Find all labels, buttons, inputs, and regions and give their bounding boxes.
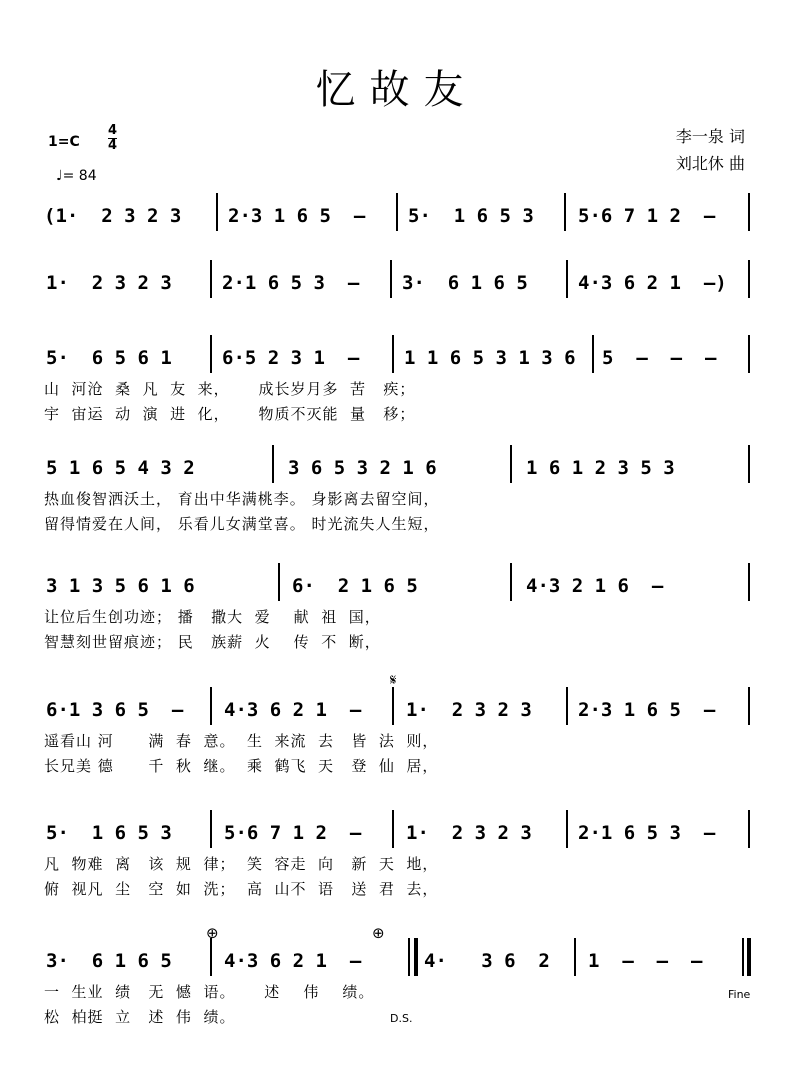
measure: 2·3 1 6 5 – [228, 205, 366, 227]
composer-credit: 刘北休 曲 [675, 154, 745, 173]
notes-line [44, 270, 754, 296]
measure: 1 – – – [588, 950, 703, 972]
segno-sign: 𝄋 [390, 671, 397, 689]
barline [748, 563, 750, 601]
key-signature: 1=C [48, 134, 80, 150]
lyric-verse-2: 留得情爱在人间， 乐看儿女满堂喜。 时光流失人生短， [44, 515, 440, 533]
barline [748, 687, 750, 725]
barline [210, 938, 212, 976]
measure: 2·1 6 5 3 – [222, 272, 360, 294]
measure: 3 6 5 3 2 1 6 [288, 457, 437, 479]
lyric-verse-1: 一 生业 绩 无 憾 语。 述 伟 绩。 [44, 983, 375, 1001]
notes-line [44, 345, 754, 371]
barline [390, 260, 392, 298]
measure: 1· 2 3 2 3 [406, 699, 532, 721]
lyric-verse-1: 凡 物难 离 该 规 律； 笑 容走 向 新 天 地， [44, 855, 439, 873]
measure: 2·3 1 6 5 – [578, 699, 716, 721]
measure: 5·6 7 1 2 – [224, 822, 362, 844]
fine-marking: Fine [728, 988, 751, 1001]
barline [210, 335, 212, 373]
measure: 6·5 2 3 1 – [222, 347, 360, 369]
measure: 1 6 1 2 3 5 3 [526, 457, 675, 479]
measure: 5· 1 6 5 3 [46, 822, 172, 844]
measure: 3· 6 1 6 5 [402, 272, 528, 294]
measure: 5 1 6 5 4 3 2 [46, 457, 195, 479]
barline [408, 938, 410, 976]
measure: 1 1 6 5 3 1 3 6 [404, 347, 576, 369]
barline [216, 193, 218, 231]
measure: 5·6 7 1 2 – [578, 205, 716, 227]
song-title: 忆故友 [315, 67, 478, 113]
lyricist-credit: 李一泉 词 [675, 127, 745, 146]
lyric-verse-2: 松 柏挺 立 述 伟 绩。 [44, 1008, 236, 1026]
measure: (1· 2 3 2 3 [44, 205, 182, 227]
barline [566, 260, 568, 298]
time-signature [108, 124, 117, 153]
measure: 6· 2 1 6 5 [292, 575, 418, 597]
barline [748, 445, 750, 483]
measure: 2·1 6 5 3 – [578, 822, 716, 844]
barline [278, 563, 280, 601]
measure: 1· 2 3 2 3 [46, 272, 172, 294]
barline [510, 445, 512, 483]
measure: 4·3 2 1 6 – [526, 575, 664, 597]
barline [396, 193, 398, 231]
notes-line [44, 203, 754, 229]
coda-sign: ⊕ [372, 924, 385, 942]
lyric-verse-2: 长兄美 德 千 秋 继。 乘 鹤飞 天 登 仙 居， [44, 757, 439, 775]
measure: 3· 6 1 6 5 [46, 950, 172, 972]
measure: 4·3 6 2 1 – [224, 699, 362, 721]
barline [748, 810, 750, 848]
notes-line [44, 455, 754, 481]
notes-line [44, 820, 754, 846]
tempo-marking: ♩= 84 [56, 168, 97, 184]
barline [210, 260, 212, 298]
barline [564, 193, 566, 231]
notes-line [44, 948, 754, 974]
barline [392, 335, 394, 373]
barline [210, 687, 212, 725]
measure: 4· 3 6 2 [424, 950, 550, 972]
measure: 3 1 3 5 6 1 6 [46, 575, 195, 597]
measure: 5· 1 6 5 3 [408, 205, 534, 227]
lyric-verse-1: 遥看山 河 满 春 意。 生 来流 去 皆 法 则， [44, 732, 439, 750]
notes-line [44, 697, 754, 723]
barline [574, 938, 576, 976]
measure: 5 – – – [602, 347, 717, 369]
lyric-verse-2: 宇 宙运 动 演 进 化， 物质不灭能 量 移； [44, 405, 416, 423]
lyric-verse-2: 俯 视凡 尘 空 如 洗； 高 山不 语 送 君 去， [44, 880, 439, 898]
lyric-verse-1: 热血俊智洒沃土， 育出中华满桃李。 身影离去留空间， [44, 490, 440, 508]
barline [592, 335, 594, 373]
barline [392, 810, 394, 848]
barline [748, 260, 750, 298]
measure: 4·3 6 2 1 –) [578, 272, 727, 294]
barline [566, 810, 568, 848]
barline [272, 445, 274, 483]
coda-sign: ⊕ [206, 924, 219, 942]
barline [748, 335, 750, 373]
measure: 6·1 3 6 5 – [46, 699, 184, 721]
meter-bottom: 4 [108, 138, 118, 153]
measure: 5· 6 5 6 1 [46, 347, 172, 369]
barline [748, 193, 750, 231]
final-barline-thick [747, 938, 751, 976]
notes-line [44, 573, 754, 599]
barline-thick [414, 938, 418, 976]
measure: 1· 2 3 2 3 [406, 822, 532, 844]
lyric-verse-2: 智慧刻世留痕迹； 民 族薪 火 传 不 断， [44, 633, 381, 651]
ds-marking: D.S. [390, 1012, 413, 1025]
final-barline-thin [742, 938, 744, 976]
measure: 4·3 6 2 1 – [224, 950, 362, 972]
meter-top: 4 [108, 123, 118, 138]
barline [510, 563, 512, 601]
barline [210, 810, 212, 848]
lyric-verse-1: 山 河沧 桑 凡 友 来， 成长岁月多 苦 疾； [44, 380, 416, 398]
barline [392, 687, 394, 725]
lyric-verse-1: 让位后生创功迹； 播 撒大 爱 献 祖 国， [44, 608, 381, 626]
barline [566, 687, 568, 725]
